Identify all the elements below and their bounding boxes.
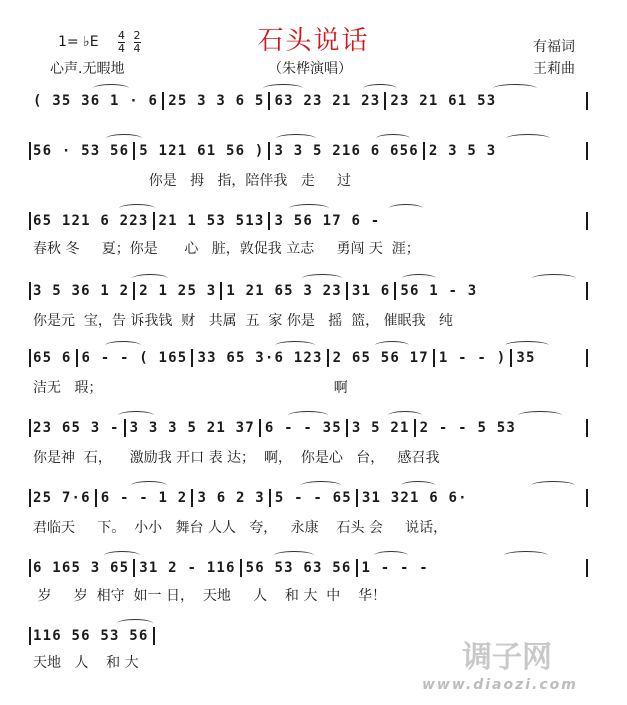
measure: 33 65 3·6 123 [197,350,323,366]
lyric-line: 天地 人 和 大 [33,655,139,671]
slur-mark [402,274,436,283]
notation-row [33,142,588,166]
barline [346,282,348,300]
barline [268,92,270,110]
row-end-barline [586,92,588,110]
slur-mark [104,551,140,560]
barline [95,489,97,507]
barline [268,142,270,160]
slur-mark [506,134,550,143]
notation-row [33,349,588,373]
row-end-barline [586,349,588,367]
barline [76,349,78,367]
barline [423,142,425,160]
meter-4-4: $\frac{4}{4}$ [118,29,125,55]
measure: 2 3 5 3 [428,143,497,159]
measure: 2 1 25 3 [139,283,217,299]
barline [384,92,386,110]
song-title: 石头说话 [257,26,370,56]
barline [133,559,135,577]
barline [29,212,31,230]
measure: 5 121 61 56 ) [139,143,265,159]
slur-mark [518,411,562,420]
measure: 3 6 2 3 [197,490,265,506]
slur-mark [105,341,141,350]
slur-mark [388,411,422,420]
measure: 1 - - - [361,560,429,576]
slur-mark [131,481,167,490]
measure: 3 3 5 216 6 656 [274,143,419,159]
measure: 116 56 53 56 [33,628,149,644]
barline [433,349,435,367]
slur-mark [263,84,303,93]
lyric-line: 春秋 冬 夏；你是 心 脏，敦促我 立志 勇闯 天 涯； [33,241,420,257]
slur-mark [374,551,408,560]
measure: 31 2 - 116 [139,560,236,576]
barline [327,349,329,367]
measure: 31 321 6 6· [361,490,468,506]
measure: 25 7·6 [33,490,91,506]
measure: 56 1 - 3 [400,283,478,299]
barline [29,142,31,160]
barline [124,419,126,437]
barline [29,349,31,367]
lyric-line: 你是 拇 指，陪伴我 走 过 [33,173,352,189]
slur-mark [118,411,154,420]
barline [29,419,31,437]
notation-row [33,282,588,306]
barline [133,142,135,160]
slur-mark [289,204,329,213]
barline [240,559,242,577]
notation-row [33,212,588,236]
measure: 56 53 63 56 [245,560,352,576]
composer-credit: 王莉曲 [533,61,575,77]
lyric-line: 岁 岁 相守 如一 日， 天地 人 和 大 中 华！ [33,588,387,604]
notation-row [33,92,588,116]
measure: 1 - - ) [438,350,507,366]
measure: 23 65 3 - [33,420,120,436]
slur-mark [504,551,548,560]
measure: 2 - - 5 53 [419,420,516,436]
barline [191,489,193,507]
measure: 3 56 17 6 - [274,213,381,229]
barline [259,419,261,437]
slur-mark [275,341,315,350]
measure: 65 121 6 223 [33,213,149,229]
measure: 2 65 56 17 [332,350,429,366]
barline [269,489,271,507]
barline [153,627,155,645]
row-end-barline [586,142,588,160]
barline [153,212,155,230]
notation-row [33,419,588,443]
slur-mark [376,134,410,143]
watermark-url: www.diaozi.com [422,677,578,693]
slur-mark [119,204,155,213]
measure: 6 - - 35 [264,420,342,436]
slur-mark [301,481,341,490]
slur-mark [389,204,423,213]
slur-mark [493,84,537,93]
row-end-barline [586,489,588,507]
key-signature: 1= ♭E [58,34,99,50]
barline [414,419,416,437]
barline [133,282,135,300]
slur-mark [375,341,409,350]
lyric-line: 君临天 下。 小小 舞台 人人 夸， 永康 石头 会 说话， [33,520,448,536]
measure: 6 - - 1 2 [100,490,188,506]
measure: 23 21 61 53 [390,93,497,109]
barline [356,559,358,577]
watermark-logo: 调子网 [462,640,552,675]
singer-credit: （朱桦演唱） [268,61,352,77]
slur-mark [532,274,576,283]
slur-mark [106,134,142,143]
lyric-line: 洁无 瑕； 啊 [33,380,348,396]
row-end-barline [586,419,588,437]
slur-mark [132,274,168,283]
measure: 56 · 53 56 [33,143,130,159]
barline [394,282,396,300]
lyricist-credit: 有福词 [533,39,575,55]
row-end-barline [586,559,588,577]
barline [510,349,512,367]
lyric-line: 你是元 宝，告 诉我钱 财 共属 五 家 你是 摇 篮， 催眠我 纯 [33,313,453,329]
barline [191,349,193,367]
slur-mark [274,551,314,560]
measure: 3 5 36 1 2 [33,283,130,299]
measure: 3 5 21 [351,420,410,436]
measure: 65 6 [33,350,72,366]
lyric-line: 你是神 石， 激励我 开口 表 达； 啊， 你是心 台， 感召我 [33,450,440,466]
mood-marking: 心声.无暇地 [50,61,125,77]
slur-mark [363,84,397,93]
slur-mark [302,274,342,283]
barline [29,282,31,300]
slur-mark [288,411,328,420]
slur-mark [117,619,153,628]
barline [268,212,270,230]
measure: 6 165 3 65 [33,560,130,576]
barline [162,92,164,110]
measure: 35 [516,350,536,366]
measure: 3 3 3 5 21 37 [129,420,255,436]
measure: 21 1 53 513 [158,213,265,229]
measure: 63 23 21 23 [274,93,381,109]
barline [346,419,348,437]
meter-2-4: $\frac{2}{4}$ [133,29,141,55]
slur-mark [93,84,129,93]
slur-mark [401,481,435,490]
measure: 25 3 3 6 5 [168,93,265,109]
slur-mark [276,134,316,143]
measure: 1 21 65 3 23 [226,283,342,299]
slur-mark [505,341,549,350]
time-signature [118,30,146,54]
measure: 6 - - ( 165 [81,350,188,366]
measure: ( 35 36 1 · 6 [33,93,159,109]
row-end-barline [586,282,588,300]
barline [220,282,222,300]
measure: 31 6 [351,283,391,299]
barline [29,489,31,507]
notation-row [33,489,588,513]
notation-row [33,559,588,583]
slur-mark [531,481,575,490]
barline [29,627,31,645]
barline [356,489,358,507]
barline [29,559,31,577]
row-end-barline [586,212,588,230]
measure: 5 - - 65 [274,490,352,506]
